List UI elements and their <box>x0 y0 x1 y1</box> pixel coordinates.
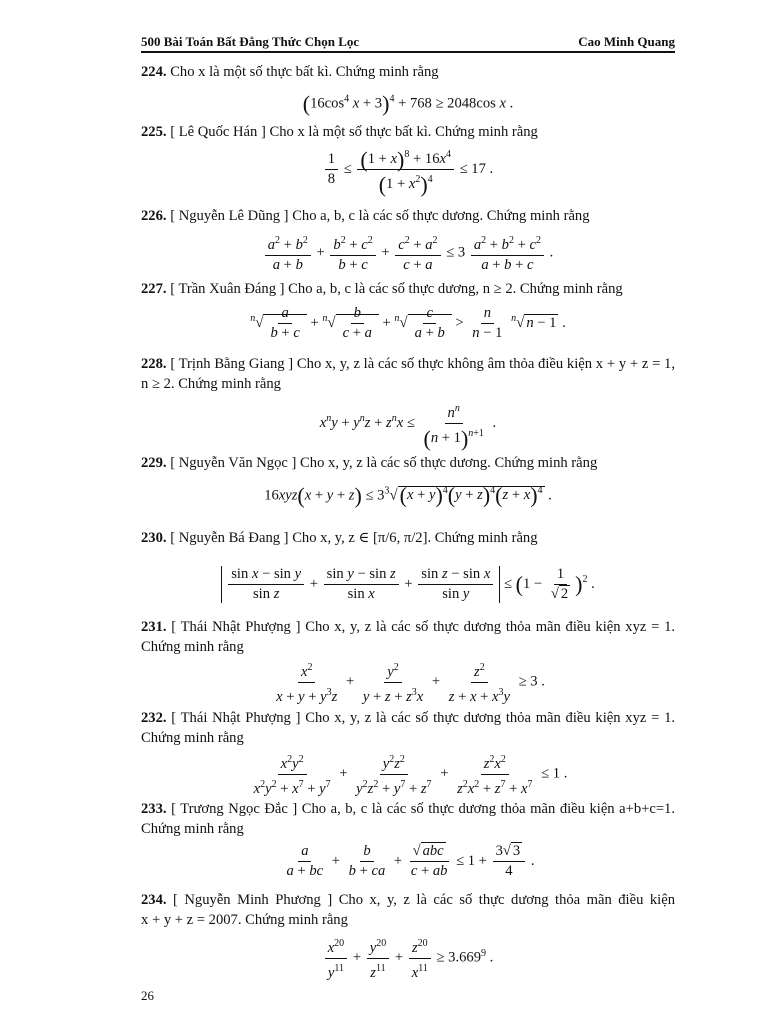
problem-text: Cho x, y, z là các số thực không âm thỏa điều kiện x + y + z = 1, <box>296 356 676 372</box>
problem-number: 230. <box>141 530 167 546</box>
page-header <box>141 31 675 53</box>
problem-number: 228. <box>141 356 167 372</box>
formula-233: $\frac{a}{a + bc}$ + $\frac{b}{b + ca}$ + $\frac{\text{√ abc}}{c + ab}$ ≤ 1 + $\frac{3√ 3}{4}$ . <box>286 843 535 879</box>
formula-229: $16xyz(x + y + z) \le 3^3√(x + y)^4(y + z)^4(z + x)^4$ . <box>264 483 552 508</box>
problem-number: 224. <box>141 64 167 80</box>
problem-text-continued: Chứng minh rằng <box>141 730 244 746</box>
formula-226: $\frac{a^2 + b^2}{a + b}$ + $\frac{b^2 + c^2}{b + c}$ + $\frac{c^2 + a^2}{c + a}$ ≤ 3 $\frac{a^2 + b^2 + c^2}{a + b + c}$ . <box>141 232 675 274</box>
formula-228: $x^ny + y^nz + z^nx$ ≤ $\frac{n^n}{(n + 1)^{n+1}}$ . <box>141 400 675 447</box>
problem-231 <box>141 617 675 657</box>
problem-text-continued: Chứng minh rằng <box>141 821 244 837</box>
problem-text-continued: n ≥ 2. Chứng minh rằng <box>141 376 281 392</box>
page-number: 26 <box>141 988 154 1003</box>
problem-text: Cho a, b, c là các số thực dương, n ≥ 2. Chứng minh rằng <box>288 281 623 297</box>
formula-231: $\frac{x^2}{x + y + y^3z}$ + $\frac{y^2}{y + z + z^3x}$ + $\frac{z^2}{z + x + x^3y}$ ≥ 3 . <box>141 659 675 706</box>
problem-224 <box>141 62 675 82</box>
problem-number: 226. <box>141 208 167 224</box>
problem-author: [ Thái Nhật Phượng ] <box>171 619 301 635</box>
problem-230 <box>141 528 675 548</box>
problem-text: Cho x, y, z là các số thực dương thỏa mãn điều kiện xyz = 1. <box>305 710 676 726</box>
problem-author: [ Nguyễn Bá Đang ] <box>170 530 289 546</box>
problem-author: [ Nguyễn Văn Ngọc ] <box>170 455 297 471</box>
problem-234 <box>141 890 675 930</box>
problem-author: [ Nguyễn Lê Dũng ] <box>170 208 289 224</box>
problem-text: Cho x, y, z là các số thực dương. Chứng minh rằng <box>300 455 598 471</box>
formula-225: $\frac{1}{8}$ ≤ $\frac{(1 + x)^8 + 16x^4}{(1 + x^2)^4}$ ≤ 17 . <box>141 146 675 193</box>
formula-230: $\frac{\text{sin x − sin y}}{\text{sin z}}$ + $\frac{\text{sin y − sin z}}{\text{sin x}}$ + $\frac{\text{sin z − sin x}}{\text{sin y}}$ ≤ (1 − $\frac{1}{√ 2}$ )$^2$ . <box>141 566 675 603</box>
problem-number: 229. <box>141 455 167 471</box>
formula-232: $\frac{x^2y^2}{x^2y^2 + x^7 + y^7}$ + $\frac{y^2z^2}{y^2z^2 + y^7 + z^7}$ + $\frac{z^2x^2}{z^2x^2 + z^7 + x^7}$ ≤ 1 . <box>141 751 675 798</box>
problem-text: Cho x là một số thực bất kì. Chứng minh rằng <box>170 64 439 80</box>
formula-227: $^n$√ $\frac{a}{b + c}$ + $^n$√ $\frac{b}{c + a}$ + $^n$√ $\frac{c}{a + b}$ > $\frac{n}{n - 1}$ $^n$√ n − 1 . <box>250 305 566 341</box>
problem-232 <box>141 708 675 748</box>
formula-224: ($16\cos^4$ x + 3)$^4$ + 768 ≥ 2048cos x . <box>302 91 514 116</box>
problem-229 <box>141 453 675 473</box>
problem-text-continued: Chứng minh rằng <box>141 639 244 655</box>
problem-number: 233. <box>141 801 167 817</box>
problem-text: Cho a, b, c là các số thực dương. Chứng minh rằng <box>292 208 590 224</box>
problem-text: Cho x là một số thực bất kì. Chứng minh rằng <box>269 124 538 140</box>
problem-text: Cho x, y, z ∈ [π/6, π/2]. Chứng minh rằng <box>292 530 538 546</box>
problem-author: [ Trịnh Bằng Giang ] <box>170 356 294 372</box>
book-title: 500 Bài Toán Bất Đẳng Thức Chọn Lọc <box>141 34 360 49</box>
problem-number: 231. <box>141 619 167 635</box>
problem-228 <box>141 354 675 394</box>
problem-225 <box>141 122 675 142</box>
problem-text: Cho a, b, c là các số thực dương thỏa mãn điều kiện a+b+c=1. <box>301 801 675 817</box>
problem-author: [ Thái Nhật Phượng ] <box>171 710 301 726</box>
problem-227 <box>141 279 675 299</box>
formula-234: $\frac{x^{20}}{y^{11}}$ + $\frac{y^{20}}{z^{11}}$ + $\frac{z^{20}}{x^{11}}$ ≥ $3.669^9$ . <box>141 935 675 982</box>
problem-text: Cho x, y, z là các số thực dương thỏa mãn điều kiện <box>338 892 675 908</box>
problem-author: [ Trương Ngọc Đắc ] <box>171 801 298 817</box>
problem-number: 227. <box>141 281 167 297</box>
problem-author: [ Lê Quốc Hán ] <box>170 124 266 140</box>
problem-226 <box>141 206 675 226</box>
author-name: Cao Minh Quang <box>578 34 675 49</box>
problem-number: 232. <box>141 710 167 726</box>
problem-233 <box>141 799 675 839</box>
problem-text-continued: x + y + z = 2007. Chứng minh rằng <box>141 912 348 928</box>
problem-author: [ Trần Xuân Đáng ] <box>170 281 285 297</box>
problem-author: [ Nguyễn Minh Phương ] <box>173 892 333 908</box>
problem-number: 225. <box>141 124 167 140</box>
problem-number: 234. <box>141 892 167 908</box>
problem-text: Cho x, y, z là các số thực dương thỏa mãn điều kiện xyz = 1. <box>305 619 676 635</box>
